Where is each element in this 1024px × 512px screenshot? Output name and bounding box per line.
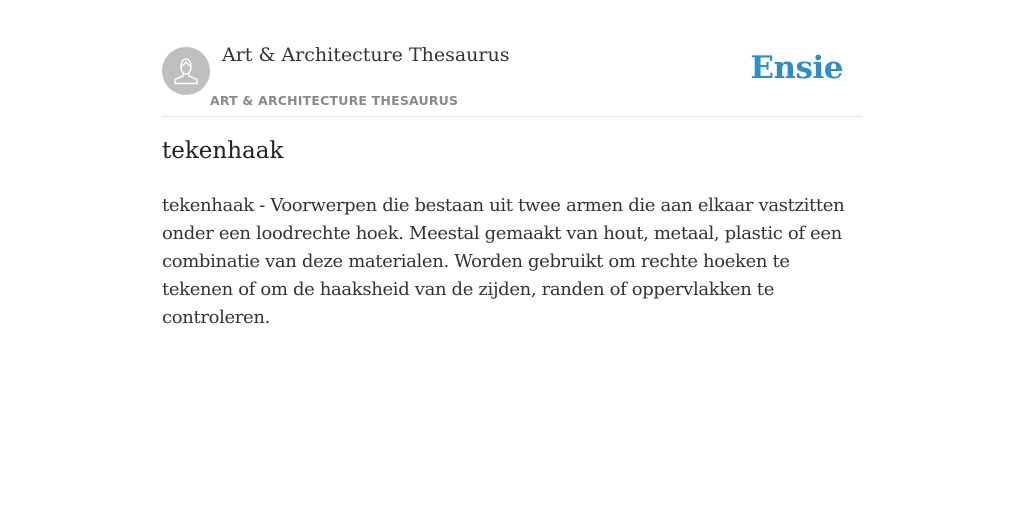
- header: [162, 0, 862, 117]
- user-icon: [162, 47, 210, 95]
- avatar[interactable]: [162, 47, 210, 95]
- page-title: tekenhaak: [162, 138, 284, 164]
- source-label[interactable]: ART & ARCHITECTURE THESAURUS: [210, 93, 459, 108]
- author-name[interactable]: Art & Architecture Thesaurus: [222, 44, 510, 66]
- definition-text: tekenhaak - Voorwerpen die bestaan uit twee armen die aan elkaar vastzitten onder een loodrechte hoek. Meestal gemaakt van hout, metaal, plastic of een combinatie van deze materialen. Worden gebruikt om rechte hoeken te tekenen of om de haaksheid van de zijden, randen of oppervlakken te controleren.: [162, 195, 845, 328]
- brand-logo[interactable]: Ensie: [750, 50, 843, 86]
